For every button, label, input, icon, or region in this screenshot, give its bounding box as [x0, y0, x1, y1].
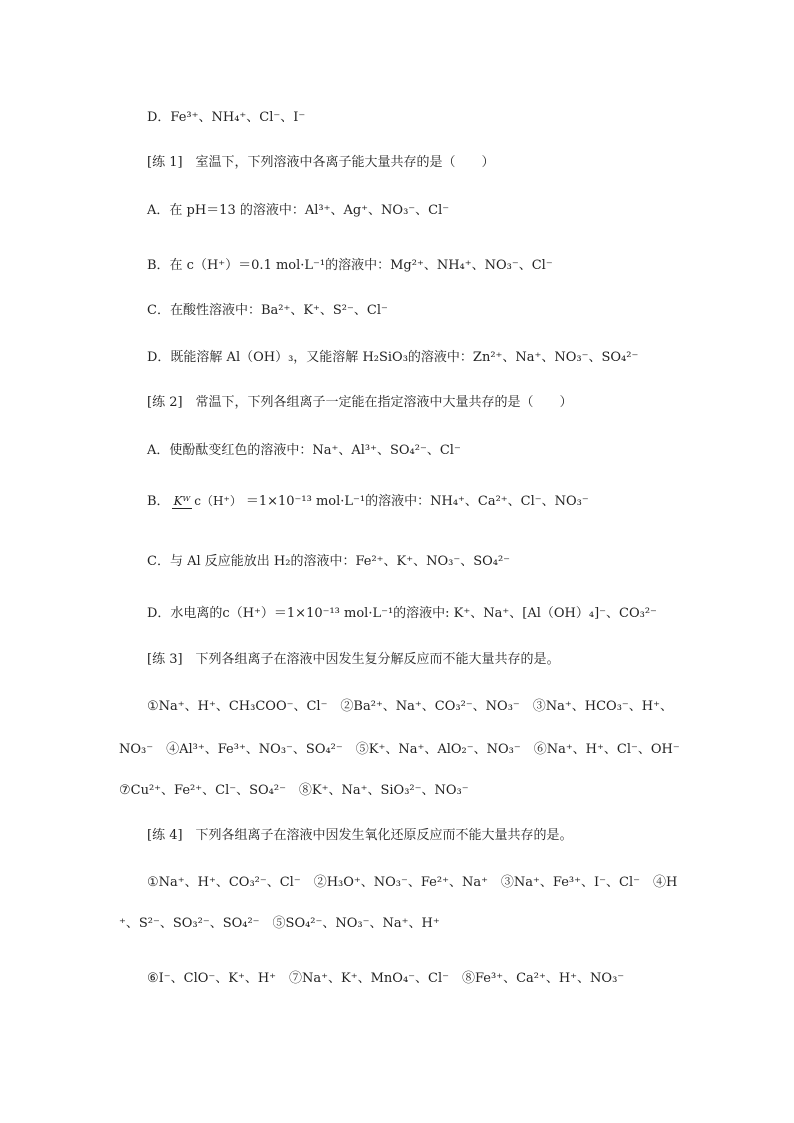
practice-1-option-b: [147, 256, 553, 276]
ion-groups-text: ①Na⁺、H⁺、CO₃²⁻、Cl⁻ ②H₃O⁺、NO₃⁻、Fe²⁺、Na⁺ ③Na⁺、Fe³⁺、I⁻、Cl⁻ ④H: [147, 875, 678, 890]
option-text: D．Fe³⁺、NH₄⁺、Cl⁻、I⁻: [147, 110, 306, 125]
practice-3-line-2: [119, 740, 680, 760]
practice-4-line-3: [147, 969, 624, 989]
option-text: A．使酚酞变红色的溶液中：Na⁺、Al³⁺、SO₄²⁻、Cl⁻: [147, 443, 461, 458]
practice-3-stem: [147, 650, 560, 672]
stem-end: 。: [559, 828, 573, 843]
option-text: C．在酸性溶液中：Ba²⁺、K⁺、S²⁻、Cl⁻: [147, 303, 388, 318]
ion-groups-text: ⑦Cu²⁺、Fe²⁺、Cl⁻、SO₄²⁻ ⑧K⁺、Na⁺、SiO₃²⁻、NO₃⁻: [119, 783, 469, 798]
kw-fraction: [172, 494, 244, 508]
option-text: D．水电离的c（H⁺）＝1×10⁻¹³ mol·L⁻¹的溶液中: K⁺、Na⁺、[Al（OH）₄]⁻、CO₃²⁻: [147, 606, 657, 621]
question-stem: [练 1] 室温下，下列溶液中各离子能大量共存的是（ ）: [147, 155, 495, 170]
practice-2-option-b: [147, 492, 589, 512]
question-stem: [练 4] 下列各组离子在溶液中因发生氧化还原反应而不能大量共存的是: [147, 828, 560, 843]
question-stem: [练 2] 常温下，下列各组离子一定能在指定溶液中大量共存的是（ ）: [147, 395, 573, 410]
practice-4-stem: [147, 826, 573, 848]
practice-3-line-1: [147, 697, 673, 717]
practice-4-line-2: [119, 914, 440, 934]
ion-groups-text: ①Na⁺、H⁺、CH₃COO⁻、Cl⁻ ②Ba²⁺、Na⁺、CO₃²⁻、NO₃⁻ ③Na⁺、HCO₃⁻、H⁺、: [147, 699, 673, 714]
ion-groups-text: NO₃⁻ ④Al³⁺、Fe³⁺、NO₃⁻、SO₄²⁻ ⑤K⁺、Na⁺、AlO₂⁻、NO₃⁻ ⑥Na⁺、H⁺、Cl⁻、OH⁻: [119, 742, 680, 757]
practice-4-line-1: [147, 873, 677, 893]
option-text: D．既能溶解 Al（OH）₃，又能溶解 H₂SiO₃的溶液中：Zn²⁺、Na⁺、NO₃⁻、SO₄²⁻: [147, 350, 639, 365]
practice-2-stem: [147, 393, 573, 413]
option-text: A．在 pH＝13 的溶液中：Al³⁺、Ag⁺、NO₃⁻、Cl⁻: [147, 203, 450, 218]
practice-1-option-c: [147, 301, 388, 321]
practice-1-option-a: [147, 201, 449, 221]
practice-2-option-d: [147, 604, 657, 624]
prev-option-d: [147, 108, 305, 128]
fraction-denominator: c（H⁺）: [194, 494, 242, 508]
option-text: C．与 Al 反应能放出 H₂的溶液中：Fe²⁺、K⁺、NO₃⁻、SO₄²⁻: [147, 554, 511, 569]
fraction-numerator: Kᵂ: [173, 494, 191, 508]
stem-end: 。: [546, 652, 560, 667]
option-text: ＝1×10⁻¹³ mol·L⁻¹的溶液中：NH₄⁺、Ca²⁺、Cl⁻、NO₃⁻: [245, 494, 589, 509]
practice-3-line-3: [119, 781, 469, 801]
ion-groups-text: ⁺、S²⁻、SO₃²⁻、SO₄²⁻ ⑤SO₄²⁻、NO₃⁻、Na⁺、H⁺: [119, 916, 440, 931]
ion-groups-text: ⑥I⁻、ClO⁻、K⁺、H⁺ ⑦Na⁺、K⁺、MnO₄⁻、Cl⁻ ⑧Fe³⁺、Ca²⁺、H⁺、NO₃⁻: [147, 971, 625, 986]
question-stem: [练 3] 下列各组离子在溶液中因发生复分解反应而不能大量共存的是: [147, 652, 547, 667]
practice-2-option-c: [147, 552, 510, 572]
option-label: B．: [147, 494, 170, 509]
practice-2-option-a: [147, 441, 461, 461]
option-text: B．在 c（H⁺）＝0.1 mol·L⁻¹的溶液中：Mg²⁺、NH₄⁺、NO₃⁻、Cl⁻: [147, 258, 553, 273]
practice-1-option-d: [147, 348, 638, 368]
practice-1-stem: [147, 153, 495, 173]
